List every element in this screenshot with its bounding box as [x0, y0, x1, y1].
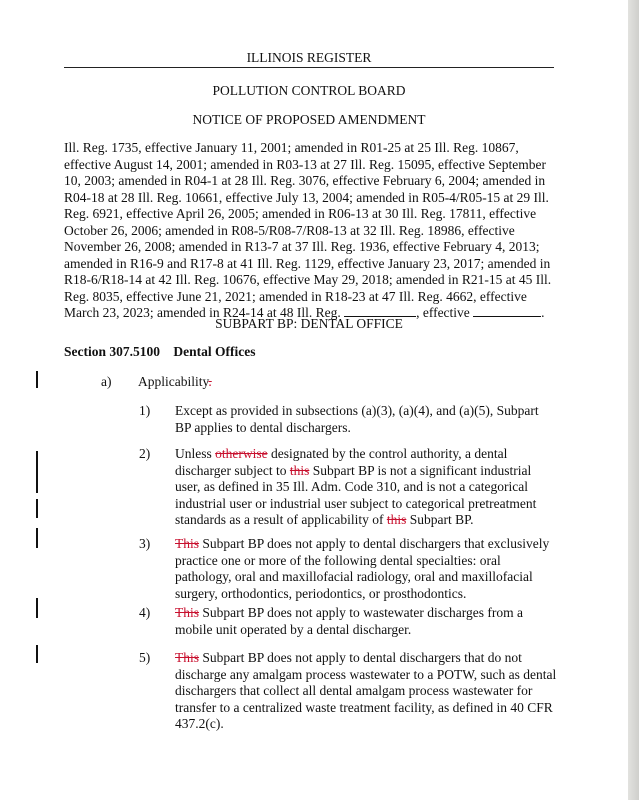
- item-label-2: 2): [139, 446, 151, 461]
- item-label-3: 3): [139, 536, 151, 551]
- item-text-2: [175, 446, 557, 529]
- item-text-segment: Subpart BP does not apply to dental dischargers that exclusively practice one or more of the following dental specialties: oral pathology, oral and maxillofacial radiology, oral and maxillofacial surgery, orthodontics, periodontics, or prosthodontics.: [175, 536, 550, 601]
- change-bar: [36, 598, 38, 618]
- item-label-4: 4): [139, 605, 151, 620]
- header-rule: [64, 67, 554, 68]
- subsection-a-label: a): [101, 374, 112, 389]
- change-bar: [36, 451, 38, 493]
- scan-edge: [628, 0, 639, 800]
- source-note: [64, 140, 556, 322]
- section-heading: [64, 344, 255, 360]
- change-bar: [36, 499, 38, 518]
- change-bar: [36, 645, 38, 663]
- deleted-text: this: [386, 512, 407, 527]
- subpart-title: SUBPART BP: DENTAL OFFICE: [215, 316, 403, 331]
- register-header: ILLINOIS REGISTER: [246, 50, 372, 65]
- deleted-text: this: [289, 462, 310, 478]
- item-text-segment: Subpart BP does not apply to wastewater discharges from a mobile unit operated by a dental discharger.: [175, 605, 523, 637]
- subsection-a-text: [138, 374, 212, 390]
- change-bar: [36, 528, 38, 548]
- item-text-3: [175, 536, 557, 602]
- section-number: Section 307.5100: [64, 344, 160, 359]
- source-note-text: Ill. Reg. 1735, effective January 11, 2001; amended in R01-25 at 25 Ill. Reg. 10867, effective August 14, 2001; amended in R03-13 at 27 Ill. Reg. 15095, effective September 10, 2003; amended in R04-1 at 28 Ill. Reg. 3076, effective February 6, 2004; amended in R04-18 at 28 Ill. Reg. 10661, effective July 13, 2004; amended in R05-4/R05-15 at 29 Ill. Reg. 6921, effective April 26, 2005; amended in R06-13 at 30 Ill. Reg. 17811, effective October 26, 2006; amended in R08-5/R08-7/R08-13 at 32 Ill. Reg. 18986, effective November 26, 2008; amended in R13-7 at 37 Ill. Reg. 1936, effective February 4, 2013; amended in R16-9 and R17-8 at 41 Ill. Reg. 1129, effective January 23, 2017; amended in R18-6/R18-14 at 42 Ill. Reg. 10676, effective May 29, 2018; amended in R21-15 at 45 Ill. Reg. 8035, effective June 21, 2021; amended in R18-23 at 47 Ill. Reg. 4662, effective March 23, 2023; amended in R24-14 at 48 Ill. Reg.: [64, 140, 552, 320]
- item-text-segment: Subpart BP.: [406, 512, 474, 527]
- item-text-segment: designated by the control authority, a dental discharger subject to: [175, 446, 508, 478]
- item-text-segment: Subpart BP is not a significant industrial user, as defined in 35 Ill. Adm. Code 310, and is not a categorical industrial user or industrial user subject to categorical pretreatment standards as a result of applicability of: [175, 462, 537, 527]
- notice-title: NOTICE OF PROPOSED AMENDMENT: [192, 112, 426, 127]
- item-text-1: [175, 403, 557, 436]
- subsection-a-heading: Applicability: [138, 374, 209, 389]
- item-text-4: [175, 605, 557, 638]
- deleted-text: This: [175, 650, 200, 665]
- item-text-segment: Subpart BP does not apply to dental dischargers that do not discharge any amalgam process wastewater to a POTW, such as dental dischargers that collect all dental amalgam process wastewater for transfer to a centralized waste treatment facility, as defined in 40 CFR 437.2(c).: [175, 650, 557, 731]
- source-note-period: .: [541, 305, 545, 320]
- item-text-segment: Unless: [175, 446, 216, 461]
- board-name: POLLUTION CONTROL BOARD: [212, 83, 406, 98]
- source-note-effective: effective: [422, 305, 470, 320]
- deleted-text: otherwise: [215, 446, 268, 461]
- item-text-segment: Except as provided in subsections (a)(3), (a)(4), and (a)(5), Subpart BP applies to dental dischargers.: [175, 403, 539, 435]
- deleted-period: .: [208, 374, 212, 389]
- item-label-1: 1): [139, 403, 151, 418]
- change-bar: [36, 371, 38, 388]
- deleted-text: This: [175, 536, 200, 551]
- item-text-5: [175, 650, 557, 733]
- item-label-5: 5): [139, 650, 151, 665]
- deleted-text: This: [175, 605, 200, 620]
- source-note-comma: ,: [416, 305, 420, 320]
- section-title: Dental Offices: [173, 344, 256, 359]
